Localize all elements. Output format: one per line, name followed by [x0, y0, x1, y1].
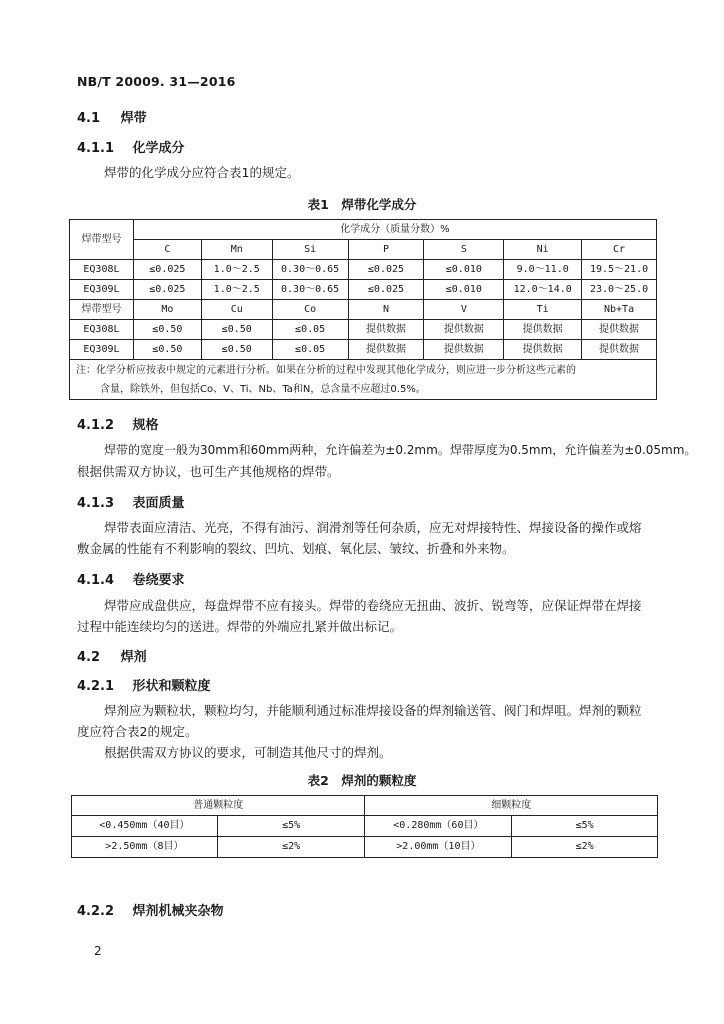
element-header: Nb+Ta	[582, 300, 657, 320]
table-cell: ≤0.025	[133, 260, 201, 280]
table-cell: EQ309L	[70, 280, 134, 300]
section-4-1-1-heading	[77, 137, 185, 156]
section-number: 4.2.1	[77, 679, 115, 694]
element-header: Co	[272, 300, 348, 320]
col-header-type: 焊带型号	[70, 300, 134, 320]
table-cell: ≤0.010	[424, 280, 504, 300]
table-cell: 1.0～2.5	[201, 260, 272, 280]
table-cell: ≤0.010	[424, 260, 504, 280]
section-number: 4.1.2	[77, 418, 115, 433]
paragraph-line: 焊带表面应清洁、光亮，不得有油污、润滑剂等任何杂质，应无对焊接特性、焊接设备的操作或熔	[104, 520, 642, 535]
chemical-composition-table	[69, 219, 657, 400]
section-number: 4.2	[77, 650, 101, 665]
element-header: V	[424, 300, 504, 320]
section-title: 焊剂机械夹杂物	[132, 904, 224, 919]
paragraph-line: 过程中能连续均匀的送进。焊带的外端应扎紧并做出标记。	[77, 619, 403, 634]
section-4-1-heading	[77, 107, 147, 126]
element-header: S	[424, 240, 504, 260]
table-cell: ≤0.50	[201, 320, 272, 340]
section-4-1-3-heading	[77, 492, 185, 511]
table-cell: 1.0～2.5	[201, 280, 272, 300]
table-cell: ≤0.025	[348, 260, 424, 280]
standard-header: NB/T 20009. 31—2016	[77, 74, 236, 89]
section-4-2-heading	[77, 646, 147, 665]
element-header: Cu	[201, 300, 272, 320]
element-header: Si	[272, 240, 348, 260]
section-number: 4.1	[77, 111, 101, 126]
table-cell: <0.280mm（60目）	[365, 816, 512, 837]
table-cell: ≤2%	[512, 837, 658, 858]
section-title: 形状和颗粒度	[132, 679, 211, 694]
section-4-1-2-heading	[77, 414, 159, 433]
table-cell: ≤0.025	[133, 280, 201, 300]
table1-caption: 表1 焊带化学成分	[307, 197, 417, 212]
paragraph-line: 焊带应成盘供应，每盘焊带不应有接头。焊带的卷绕应无扭曲、波折、锐弯等，应保证焊带在焊接	[104, 598, 642, 613]
section-title: 卷绕要求	[132, 573, 185, 588]
table-cell: ≤0.50	[133, 320, 201, 340]
paragraph-line: 度应符合表2的规定。	[77, 724, 198, 739]
table-cell: ≤0.05	[272, 340, 348, 360]
table-cell: 提供数据	[504, 340, 582, 360]
element-header: N	[348, 300, 424, 320]
paragraph-line: 敷金属的性能有不利影响的裂纹、凹坑、划痕、氧化层、皱纹、折叠和外来物。	[77, 541, 515, 556]
table-cell: 0.30～0.65	[272, 280, 348, 300]
table-cell: 提供数据	[424, 320, 504, 340]
paragraph-line: 焊带的宽度一般为30mm和60mm两种，允许偏差为±0.2mm。焊带厚度为0.5mm，允许偏差为±0.05mm。	[104, 443, 697, 457]
section-title: 焊带	[120, 111, 147, 126]
table-header-row	[70, 300, 657, 320]
section-4-2-1-heading	[77, 675, 211, 694]
table-cell: 12.0～14.0	[504, 280, 582, 300]
table-cell: >2.50mm（8目）	[72, 837, 218, 858]
table-row	[70, 320, 657, 340]
table-cell: 19.5～21.0	[582, 260, 657, 280]
section-number: 4.1.3	[77, 496, 115, 511]
table-note	[70, 360, 657, 400]
table-cell: ≤0.05	[272, 320, 348, 340]
section-4-1-4-heading	[77, 569, 185, 588]
table-cell: 提供数据	[582, 340, 657, 360]
table-row	[70, 260, 657, 280]
table-cell: EQ308L	[70, 260, 134, 280]
paragraph-line: 焊剂应为颗粒状，颗粒均匀，并能顺利通过标准焊接设备的焊剂输送管、阀门和焊咀。焊剂的颗粒	[104, 703, 642, 718]
paragraph-line: 根据供需双方协议的要求，可制造其他尺寸的焊剂。	[104, 745, 392, 760]
granularity-table	[71, 795, 658, 858]
table-cell: >2.00mm（10目）	[365, 837, 512, 858]
section-number: 4.1.4	[77, 573, 115, 588]
section-number: 4.1.1	[77, 141, 115, 156]
table-cell: ≤5%	[217, 816, 365, 837]
col-header-fine: 细颗粒度	[365, 796, 658, 816]
table-row	[72, 816, 658, 837]
table-cell: 9.0～11.0	[504, 260, 582, 280]
table-row	[70, 340, 657, 360]
table-cell: ≤0.50	[133, 340, 201, 360]
table-cell: ≤5%	[512, 816, 658, 837]
table-cell: ≤0.50	[201, 340, 272, 360]
element-header: Cr	[582, 240, 657, 260]
paragraph-line: 根据供需双方协议，也可生产其他规格的焊带。	[77, 464, 340, 479]
table-row	[70, 280, 657, 300]
section-title: 焊剂	[120, 650, 147, 665]
table-cell: 提供数据	[504, 320, 582, 340]
element-header: P	[348, 240, 424, 260]
section-4-2-2-heading	[77, 900, 224, 919]
table-row	[72, 837, 658, 858]
table-cell: <0.450mm（40目）	[72, 816, 218, 837]
table-cell: EQ309L	[70, 340, 134, 360]
section-title: 表面质量	[132, 496, 185, 511]
table-cell: 0.30～0.65	[272, 260, 348, 280]
table-cell: 23.0～25.0	[582, 280, 657, 300]
page-number: 2	[94, 944, 102, 958]
table-cell: ≤2%	[217, 837, 365, 858]
element-header: Mn	[201, 240, 272, 260]
section-number: 4.2.2	[77, 904, 115, 919]
section-4-1-1-text: 焊带的化学成分应符合表1的规定。	[104, 165, 300, 180]
element-header: Ni	[504, 240, 582, 260]
note-line: 注：化学分析应按表中规定的元素进行分析。如果在分析的过程中发现其他化学成分，则应进一步分析这些元素的	[76, 364, 576, 376]
note-line: 含量，除铁外，但包括Co、V、Ti、Nb、Ta和N，总含量不应超过0.5%。	[100, 383, 426, 395]
table-cell: EQ308L	[70, 320, 134, 340]
col-header-type: 焊带型号	[70, 220, 134, 260]
group-header: 化学成分（质量分数）%	[133, 220, 656, 240]
element-header: C	[133, 240, 201, 260]
element-header: Mo	[133, 300, 201, 320]
table-cell: 提供数据	[582, 320, 657, 340]
section-title: 化学成分	[132, 141, 185, 156]
table-cell: 提供数据	[424, 340, 504, 360]
table-cell: 提供数据	[348, 320, 424, 340]
section-title: 规格	[132, 418, 159, 433]
table-cell: 提供数据	[348, 340, 424, 360]
table2-caption: 表2 焊剂的颗粒度	[307, 773, 417, 788]
col-header-normal: 普通颗粒度	[72, 796, 365, 816]
table-cell: ≤0.025	[348, 280, 424, 300]
element-header: Ti	[504, 300, 582, 320]
